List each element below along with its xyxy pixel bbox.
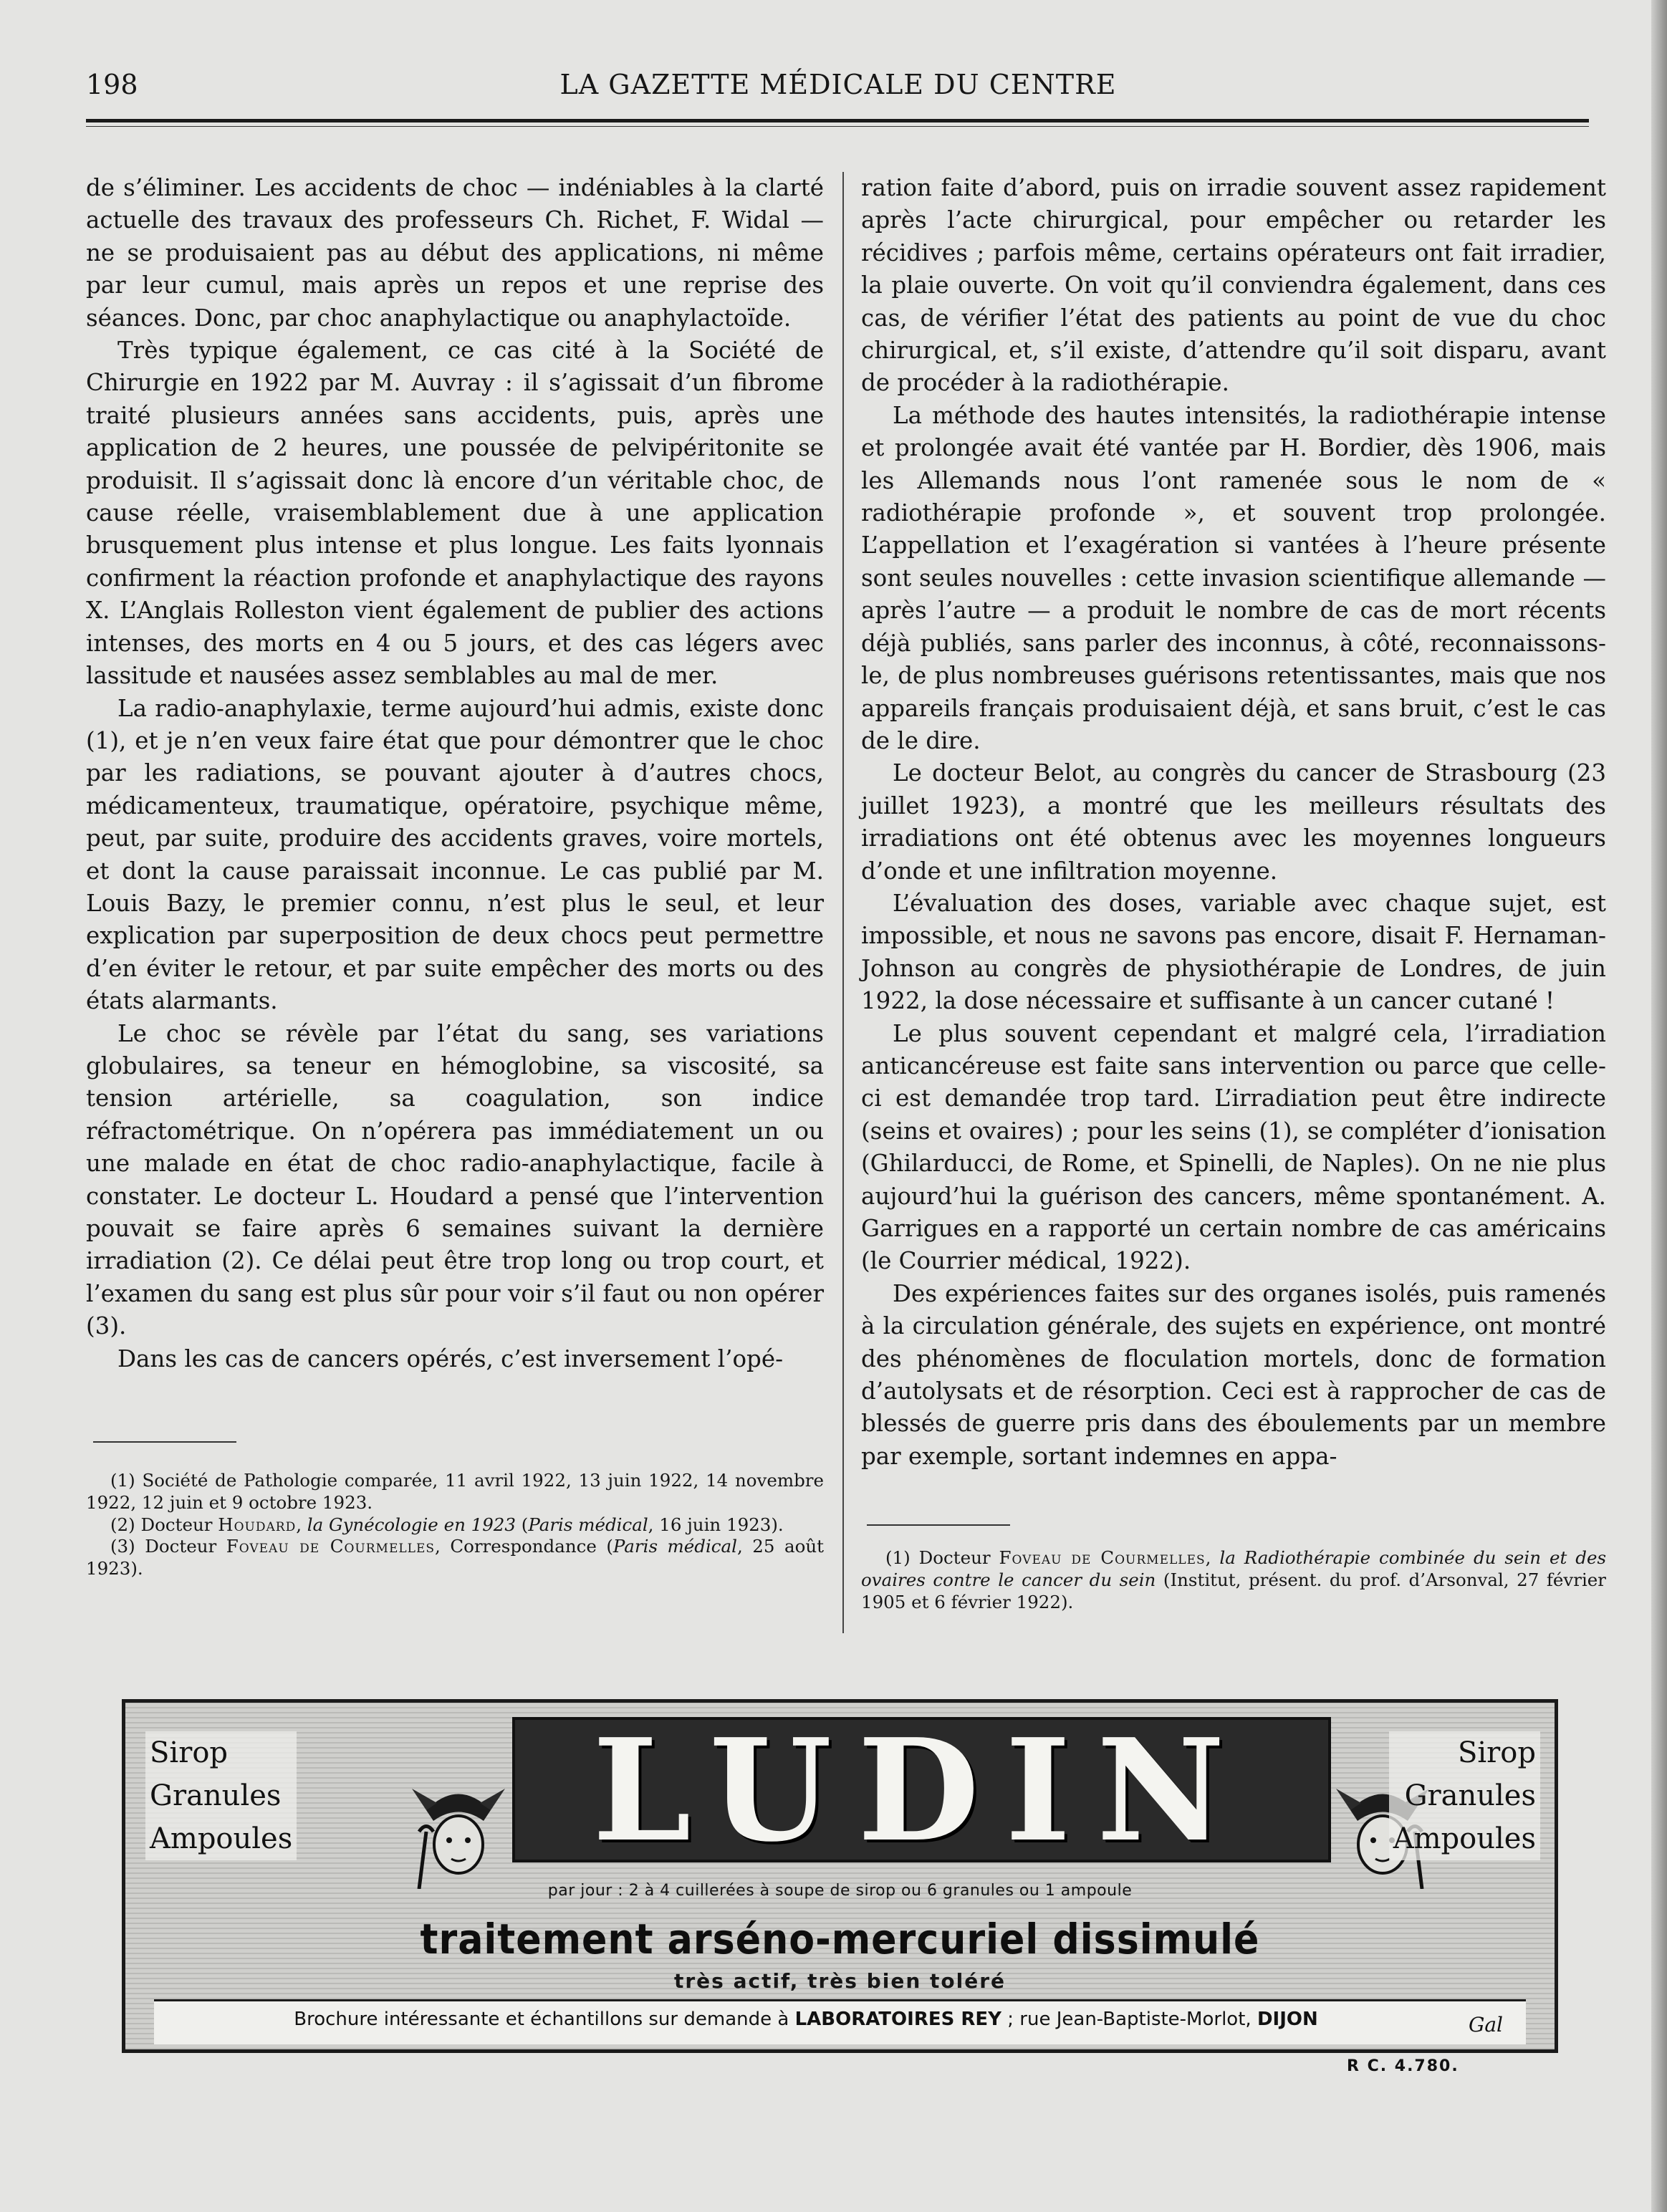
- footnote: [861, 1547, 1606, 1613]
- footnote-rule: [93, 1441, 236, 1443]
- ad-reference: R C. 4.780.: [1347, 2057, 1459, 2075]
- page-header: [86, 69, 1590, 112]
- ludin-advertisement: [122, 1699, 1558, 2053]
- mercury-head-icon: [412, 1781, 505, 1889]
- paragraph: La méthode des hautes intensités, la radiothérapie intense et prolongée avait été vantée par H. Bordier, dès 1906, mais les Allemands nous l’ont ramenée sous le nom de « radiothérapie profonde », et souvent trop prolongée. L’appellation et l’exagération si vantées à l’heure présente sont seules nouvelles : cette invasion scientifique allemande — après l’autre — a produit le nombre de cas de mort récents déjà publiés, sans parler des inconnus, à côté, reconnaissons-le, de plus nombreuses guérisons retentissantes, mais que nos appareils français produisaient déjà, et sans bruit, c’est le cas de le dire.: [861, 401, 1606, 754]
- ad-form-item: Sirop: [1389, 1731, 1540, 1774]
- paragraph: Le choc se révèle par l’état du sang, ses variations globulaires, sa teneur en hémoglobine, sa viscosité, sa tension artérielle, sa coagulation, son indice réfractométrique. On n’opérera pas immédiatement un ou une malade en état de choc radio-anaphylactique, facile à constater. Le docteur L. Houdard a pensé que l’intervention pouvait se faire après 6 semaines suivant la dernière irradiation (2). Ce délai peut être trop long ou trop court, et l’examen du sang est plus sûr pour voir s’il faut ou non opérer (3).: [86, 1019, 824, 1340]
- ad-form-item: Granules: [145, 1774, 297, 1817]
- footnote-author: Foveau de Courmelles: [226, 1536, 436, 1557]
- ad-form-item: Ampoules: [145, 1817, 297, 1860]
- ad-brochure-text: ; rue Jean-Baptiste-Morlot,: [1001, 2009, 1257, 2030]
- footnotes-right: [861, 1547, 1606, 1613]
- footnote-rule: [867, 1524, 1010, 1526]
- paragraph: L’évaluation des doses, variable avec chaque sujet, est impossible, et nous ne savons pas encore, disait F. Hernaman-Johnson au congrès de physiothérapie de Londres, de juin 1922, la dose nécessaire et suffisante à un cancer cutané !: [861, 889, 1606, 1015]
- footnote-author: Houdard: [218, 1514, 297, 1535]
- footnote: [86, 1514, 824, 1537]
- footnote: [86, 1536, 824, 1580]
- paragraph: Le docteur Belot, au congrès du cancer de Strasbourg (23 juillet 1923), a montré que les meilleurs résultats des irradiations ont été obtenus avec les moyennes longueurs d’onde et une infiltration moyenne.: [861, 759, 1606, 885]
- footnote-title: la Gynécologie en 1923: [307, 1514, 516, 1535]
- footnote-title: la Radiothérapie combinée du sein et des ovaires contre le cancer du sein: [861, 1547, 1607, 1590]
- page-number: 198: [86, 69, 138, 100]
- footnotes-left: [86, 1470, 824, 1580]
- footnote: [86, 1470, 824, 1514]
- footnote-text: (1) Docteur: [885, 1547, 999, 1568]
- left-column: [86, 172, 824, 1375]
- footnote-author: Foveau de Courmelles: [999, 1547, 1206, 1568]
- paragraph: de s’éliminer. Les accidents de choc — indéniables à la clarté actuelle des travaux des professeurs Ch. Richet, F. Widal — ne se produisaient pas au début des applications, ni même par leur cumul, mais après un repos et une reprise des séances. Donc, par choc anaphylactique ou anaphylactoïde.: [86, 174, 824, 332]
- ad-form-item: Granules: [1389, 1774, 1540, 1817]
- header-rule-thin: [86, 126, 1589, 127]
- footnote-journal: Paris médical: [612, 1536, 737, 1557]
- ad-brochure: [154, 2009, 1458, 2030]
- brand-panel: [512, 1708, 1331, 1873]
- ad-forms-right: [1389, 1731, 1540, 1860]
- ad-city: DIJON: [1257, 2009, 1318, 2030]
- header-rule: [86, 119, 1589, 122]
- ad-footer: [154, 1999, 1526, 2044]
- footnote-journal: Paris médical: [528, 1514, 648, 1535]
- paragraph: Le plus souvent cependant et malgré cela, l’irradiation anticancéreuse est faite sans intervention ou parce que celle-ci est demandée trop tard. L’irradiation peut être indirecte (seins et ovaires) ; pour les seins (1), se compléter d’ionisation (Ghilarducci, de Rome, et Spinelli, de Naples). On ne nie plus aujourd’hui la guérison des cancers, même spontanément. A. Garrigues en a rapporté un certain nombre de cas américains (le Courrier médical, 1922).: [861, 1019, 1606, 1275]
- ad-treatment: traitement arséno-mercuriel dissimulé: [420, 1915, 1260, 1963]
- brand-name: LUDIN: [592, 1708, 1251, 1873]
- page-edge: [1651, 0, 1667, 2212]
- footnote-text: , 25 août 1923).: [86, 1536, 824, 1579]
- ad-tolerance: très actif, très bien toléré: [673, 1969, 1007, 1993]
- footnote-text: (1) Société de Pathologie comparée, 11 avril 1922, 13 juin 1922, 14 novembre 1922, 12 juin et 9 octobre 1923.: [86, 1470, 824, 1513]
- right-column: [861, 172, 1606, 1473]
- footnote-text: (Institut, présent. du prof. d’Arsonval, 27 février 1905 et 6 février 1922).: [861, 1569, 1606, 1612]
- paragraph: Très typique également, ce cas cité à la Société de Chirurgie en 1922 par M. Auvray : il s’agissait d’un fibrome traité plusieurs années sans accidents, puis, après une application de 2 heures, une poussée de pelvipéritonite se produisit. Il s’agissait donc là encore d’un véritable choc, de cause réelle, vraisemblablement due à une application brusquement plus intense et plus longue. Les faits lyonnais confirment la réaction profonde et anaphylactique des rayons X. L’Anglais Rolleston vient également de publier des actions intenses, des morts en 4 ou 5 jours, et des cas légers avec lassitude et nausées assez semblables au mal de mer.: [86, 337, 824, 690]
- paragraph: ration faite d’abord, puis on irradie souvent assez rapidement après l’acte chirurgical, pour empêcher ou retarder les récidives ; parfois même, certains opérateurs ont fait irradier, la plaie ouverte. On voit qu’il conviendra également, dans ces cas, de vérifier l’état des patients au point de vue du choc chirurgical, et, s’il existe, d’attendre qu’il soit disparu, avant de procéder à la radiothérapie.: [861, 174, 1606, 397]
- footnote-text: , Correspondance (: [435, 1536, 613, 1557]
- ad-brochure-text: Brochure intéressante et échantillons sur demande à: [294, 2009, 795, 2030]
- column-divider: [842, 172, 844, 1633]
- footnote-text: (3) Docteur: [110, 1536, 226, 1557]
- artist-signature: Gal: [1469, 2013, 1504, 2037]
- ad-form-item: Ampoules: [1389, 1817, 1540, 1860]
- ad-form-item: Sirop: [145, 1731, 297, 1774]
- ad-laboratory: LABORATOIRES REY: [794, 2009, 1001, 2030]
- footnote-text: (: [515, 1514, 529, 1535]
- paragraph: La radio-anaphylaxie, terme aujourd’hui admis, existe donc (1), et je n’en veux faire état que pour démontrer que le choc par les radiations, se pouvant ajouter à d’autres chocs, médicamenteux, traumatique, opératoire, psychique même, peut, par suite, produire des accidents graves, voire mortels, et dont la cause paraissait inconnue. Le cas publié par M. Louis Bazy, le premier connu, n’est plus le seul, et leur explication par superposition de deux chocs peut permettre d’en éviter le retour, et par suite empêcher des morts ou des états alarmants.: [86, 694, 824, 1015]
- footnote-text: ,: [296, 1514, 307, 1535]
- paragraph: Des expériences faites sur des organes isolés, puis ramenés à la circulation générale, des sujets en expérience, ont montré des phénomènes de floculation mortels, donc de formation d’autolysats et de résorption. Ceci est à rapprocher de cas de blessés de guerre pris dans des éboulements par un membre par exemple, sortant indemnes en appa-: [861, 1279, 1606, 1470]
- running-title: LA GAZETTE MÉDICALE DU CENTRE: [559, 69, 1117, 100]
- ad-forms-left: [145, 1731, 297, 1860]
- ad-dosage: par jour : 2 à 4 cuillerées à soupe de sirop ou 6 granules ou 1 ampoule: [547, 1882, 1133, 1900]
- footnote-text: (2) Docteur: [110, 1514, 218, 1535]
- footnote-text: ,: [1205, 1547, 1220, 1568]
- footnote-text: , 16 juin 1923).: [648, 1514, 784, 1535]
- paragraph: Dans les cas de cancers opérés, c’est inversement l’opé-: [117, 1345, 784, 1372]
